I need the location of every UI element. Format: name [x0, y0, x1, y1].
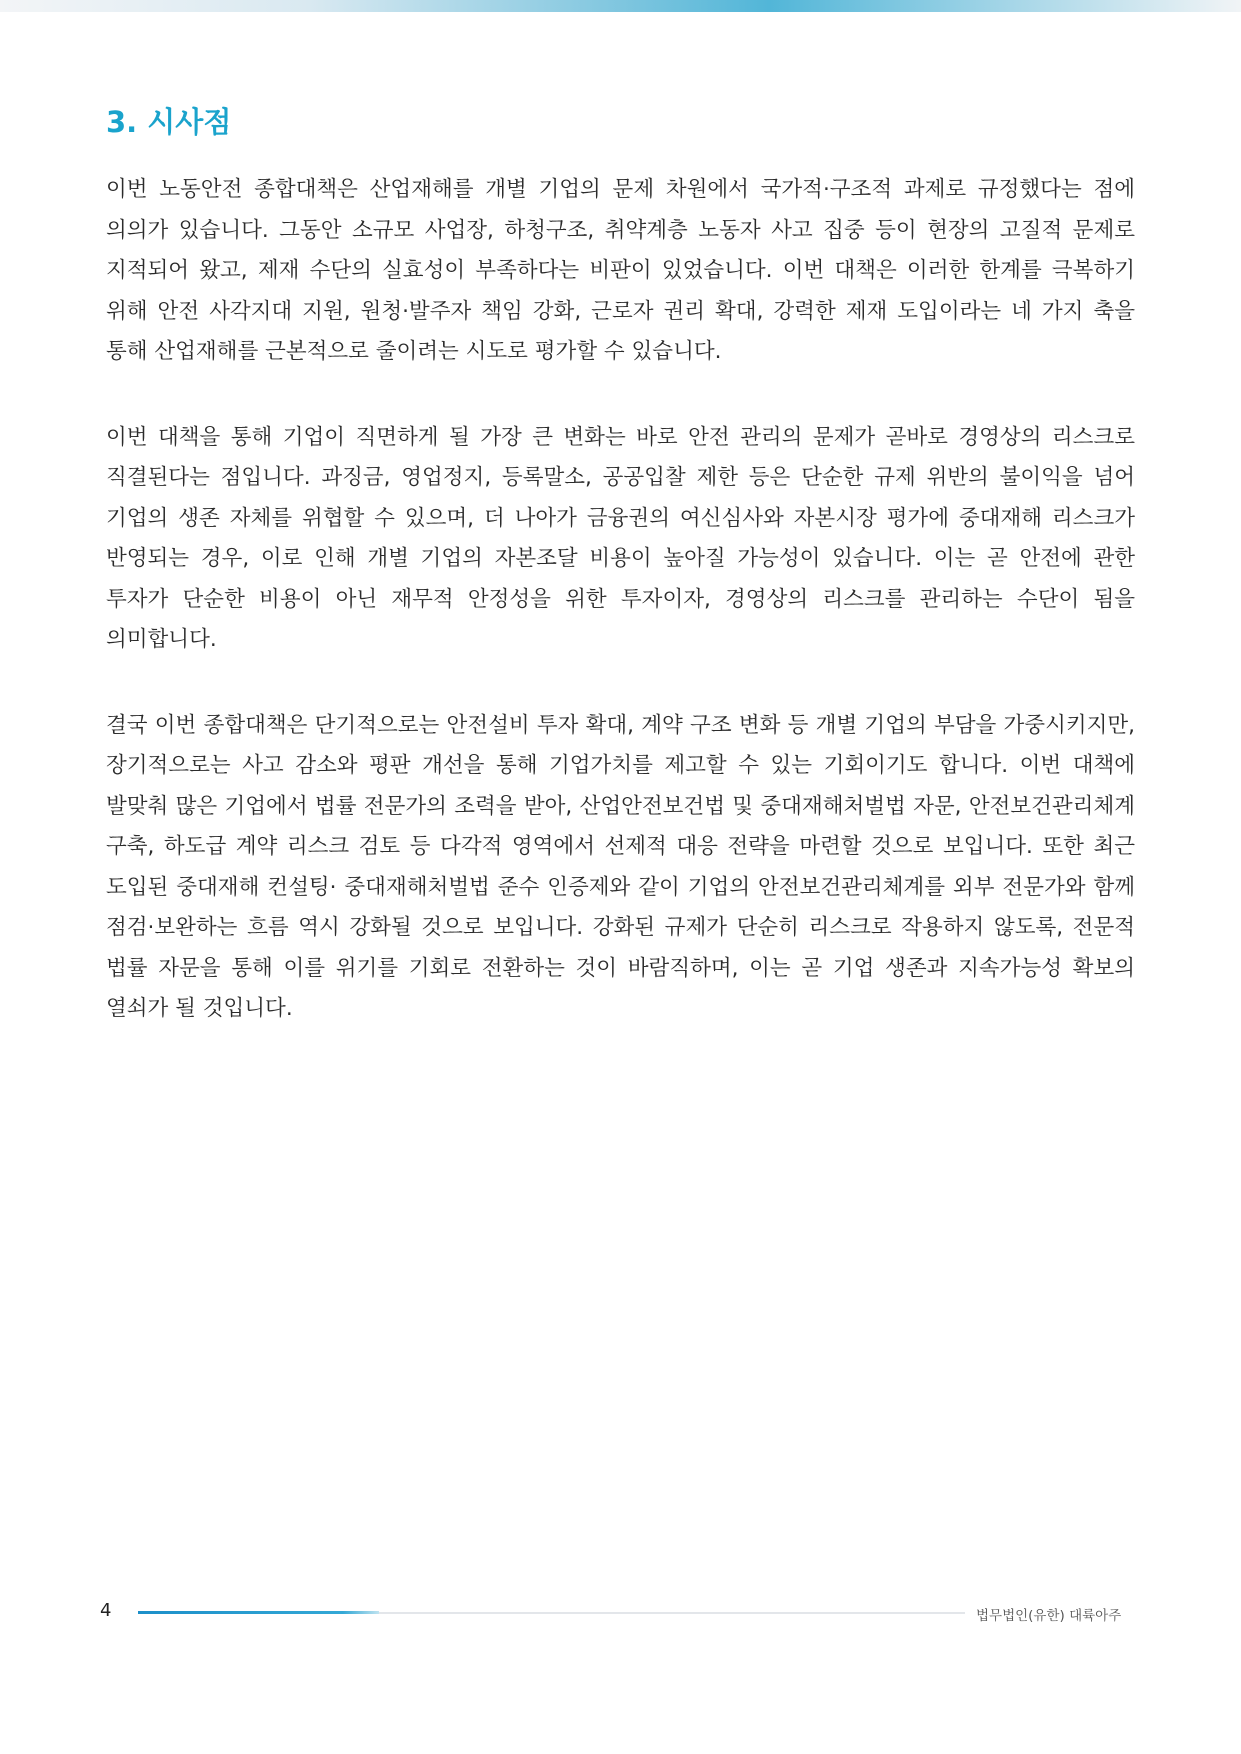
page-number: 4: [100, 1600, 112, 1621]
paragraph: 이번 노동안전 종합대책은 산업재해를 개별 기업의 문제 차원에서 국가적·구조적 과제로 규정했다는 점에 의의가 있습니다. 그동안 소규모 사업장, 하청구조, 취약계층 노동자 사고 집중 등이 현장의 고질적 문제로 지적되어 왔고, 제재 수단의 실효성이 부족하다는 비판이 있었습니다. 이번 대책은 이러한 한계를 극복하기 위해 안전 사각지대 지원, 원청·발주자 책임 강화, 근로자 권리 확대, 강력한 제재 도입이라는 네 가지 축을 통해 산업재해를 근본적으로 줄이려는 시도로 평가할 수 있습니다.: [106, 177, 1135, 364]
footer-accent-line: [138, 1611, 379, 1614]
body-content: [106, 170, 1135, 1075]
firm-name: 법무법인(유한) 대륙아주: [976, 1608, 1122, 1624]
paragraph: 결국 이번 종합대책은 단기적으로는 안전설비 투자 확대, 계약 구조 변화 등 개별 기업의 부담을 가중시키지만, 장기적으로는 사고 감소와 평판 개선을 통해 기업가치를 제고할 수 있는 기회이기도 합니다. 이번 대책에 발맞춰 많은 기업에서 법률 전문가의 조력을 받아, 산업안전보건법 및 중대재해처벌법 자문, 안전보건관리체계 구축, 하도급 계약 리스크 검토 등 다각적 영역에서 선제적 대응 전략을 마련할 것으로 보입니다. 또한 최근 도입된 중대재해 컨설팅· 중대재해처벌법 준수 인증제와 같이 기업의 안전보건관리체계를 외부 전문가와 함께 점검·보완하는 흐름 역시 강화될 것으로 보입니다. 강화된 규제가 단순히 리스크로 작용하지 않도록, 전문적 법률 자문을 통해 이를 위기를 기회로 전환하는 것이 바람직하며, 이는 곧 기업 생존과 지속가능성 확보의 열쇠가 될 것입니다.: [106, 712, 1135, 1021]
page-footer: [0, 1600, 1241, 1630]
section-title: 3. 시사점: [106, 105, 232, 139]
top-gradient-bar: [0, 0, 1241, 12]
paragraph: 이번 대책을 통해 기업이 직면하게 될 가장 큰 변화는 바로 안전 관리의 문제가 곧바로 경영상의 리스크로 직결된다는 점입니다. 과징금, 영업정지, 등록말소, 공공입찰 제한 등은 단순한 규제 위반의 불이익을 넘어 기업의 생존 자체를 위협할 수 있으며, 더 나아가 금융권의 여신심사와 자본시장 평가에 중대재해 리스크가 반영되는 경우, 이로 인해 개별 기업의 자본조달 비용이 높아질 가능성이 있습니다. 이는 곧 안전에 관한 투자가 단순한 비용이 아닌 재무적 안정성을 위한 투자이자, 경영상의 리스크를 관리하는 수단이 됨을 의미합니다.: [106, 424, 1135, 652]
